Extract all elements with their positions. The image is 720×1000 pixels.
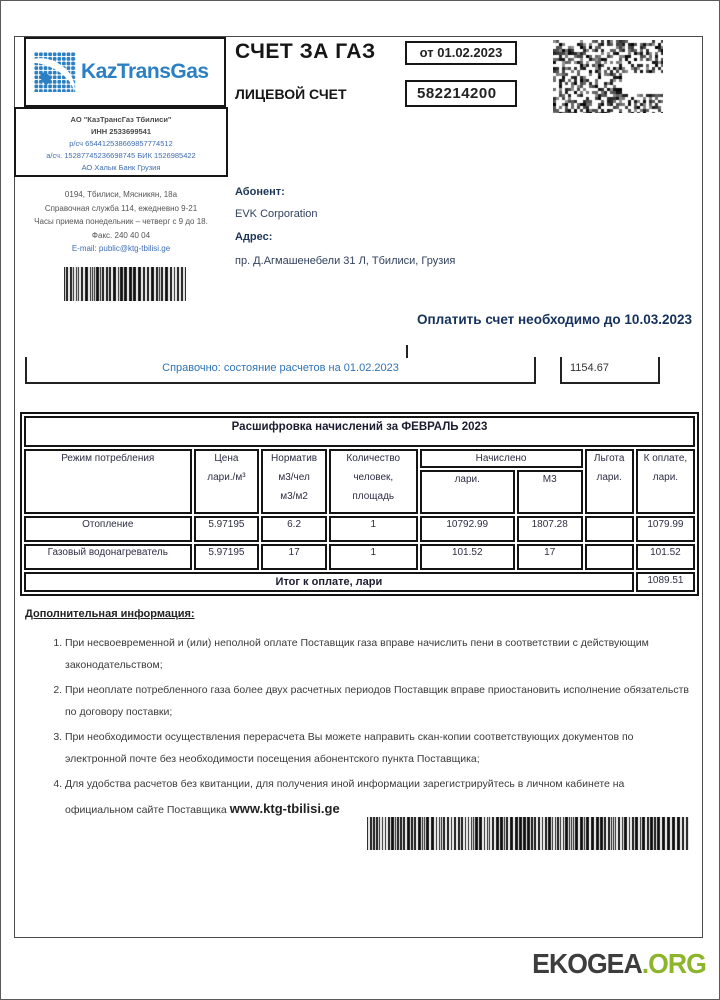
ekogea-watermark [532, 948, 706, 980]
col-header-accrued-lari: лари. [420, 470, 515, 514]
payment-barcode [367, 817, 689, 850]
supplier-contacts [14, 188, 228, 256]
table-title-row [24, 416, 695, 447]
supplier-requisites-box [14, 107, 228, 177]
document-title: СЧЕТ ЗА ГАЗ [235, 40, 376, 63]
kaztransgas-logo-text: KazTransGas [81, 60, 209, 83]
kaztransgas-logo-icon [34, 52, 76, 92]
col-header-topay: К оплате, лари. [636, 449, 695, 514]
table-row [24, 516, 695, 542]
additional-info-list [25, 632, 693, 823]
cell-qty: 1 [329, 544, 418, 570]
reference-status-value: 1154.67 [560, 357, 660, 384]
info-item: 2. При неоплате потребленного газа более двух расчетных периодов Поставщик вправе приостановить исполнение обязательств по договору поставки; [65, 679, 693, 723]
cell-accrued-m3: 17 [517, 544, 583, 570]
table-total-row [24, 572, 695, 592]
cell-benefit [585, 544, 634, 570]
col-header-benefit: Льгота лари. [585, 449, 634, 514]
info-item: 1. При несвоевременной и (или) неполной оплате Поставщик газа вправе начислить пени в соответствии с действующим законодательством; [65, 632, 693, 676]
address-label: Адрес: [235, 231, 273, 243]
supplier-inn: ИНН 2533699541 [90, 127, 152, 136]
supplier-helpline: Справочная служба 114, ежедневно 9-21 [44, 203, 198, 213]
cell-topay: 1079.99 [636, 516, 695, 542]
total-value: 1089.51 [636, 572, 695, 592]
cell-topay: 101.52 [636, 544, 695, 570]
cell-price: 5.97195 [194, 544, 260, 570]
col-header-norm: Норматив м3/чел м3/м2 [261, 449, 327, 514]
additional-info-title: Дополнительная информация: [25, 608, 195, 620]
info-item: 4. Для удобства расчетов без квитанции, для получения иной информации зарегистрируйтесь в личном кабинете на официальном сайте Поставщика www.ktg-tbilisi.ge [65, 773, 693, 822]
ekogea-suffix: .ORG [641, 948, 706, 979]
supplier-name: АО "КазТрансГаз Тбилиси" [70, 115, 172, 124]
col-header-accrued: Начислено [420, 449, 583, 468]
col-header-quantity: Количество человек, площадь [329, 449, 418, 514]
supplier-logo-box [24, 37, 226, 107]
supplier-settlement-account: р/сч 654412538669857774512 [69, 139, 173, 148]
cell-norm: 17 [261, 544, 327, 570]
personal-account-label: ЛИЦЕВОЙ СЧЕТ [235, 86, 347, 102]
total-label: Итог к оплате, лари [24, 572, 634, 592]
info-item: 3. При необходимости осуществления перерасчета Вы можете направить скан-копии соответствующих документов по электронной почте без необходимости посещения абонентского пункта Поставщика; [65, 726, 693, 770]
col-header-accrued-m3: М3 [517, 470, 583, 514]
table-title: Расшифровка начислений за ФЕВРАЛЬ 2023 [24, 416, 695, 447]
cell-benefit [585, 516, 634, 542]
col-header-mode: Режим потребления [24, 449, 192, 514]
payment-due-notice: Оплатить счет необходимо до 10.03.2023 [417, 312, 692, 327]
cell-mode: Отопление [24, 516, 192, 542]
supplier-bank-account: а/сч. 15287745236698745 БИК 1526985422 [46, 151, 196, 160]
bill-date-box: от 01.02.2023 [405, 41, 517, 65]
supplier-bank-name: АО Халык Банк Грузия [81, 163, 161, 172]
qr-code [553, 40, 663, 113]
abonent-name: EVK Corporation [235, 208, 318, 220]
table-row [24, 544, 695, 570]
additional-info-section [25, 608, 693, 826]
reference-status-label: Справочно: состояние расчетов на 01.02.2023 [25, 357, 536, 384]
col-header-price: Цена лари./м³ [194, 449, 260, 514]
ekogea-name: EKOGEA [532, 948, 642, 979]
account-barcode [64, 267, 186, 301]
supplier-address: 0194, Тбилиси, Мясникян, 18а [64, 190, 178, 199]
abonent-label: Абонент: [235, 186, 285, 198]
cell-norm: 6.2 [261, 516, 327, 542]
personal-account-number: 582214200 [405, 80, 517, 107]
cell-accrued-m3: 1807.28 [517, 516, 583, 542]
supplier-email: E-mail: public@ktg-tbilisi.ge [71, 244, 171, 254]
cell-accrued-lari: 101.52 [420, 544, 515, 570]
cell-accrued-lari: 10792.99 [420, 516, 515, 542]
cell-mode: Газовый водонагреватель [24, 544, 192, 570]
cell-qty: 1 [329, 516, 418, 542]
supplier-hours: Часы приема понедельник – четверг с 9 до 18. [34, 217, 208, 227]
table-header-row [24, 449, 695, 468]
charges-table [20, 412, 699, 596]
cell-price: 5.97195 [194, 516, 260, 542]
abonent-address: пр. Д.Агмашенебели 31 Л, Тбилиси, Грузия [235, 255, 456, 267]
supplier-website: www.ktg-tbilisi.ge [229, 801, 340, 817]
supplier-fax: Факс. 240 40 04 [91, 230, 151, 240]
